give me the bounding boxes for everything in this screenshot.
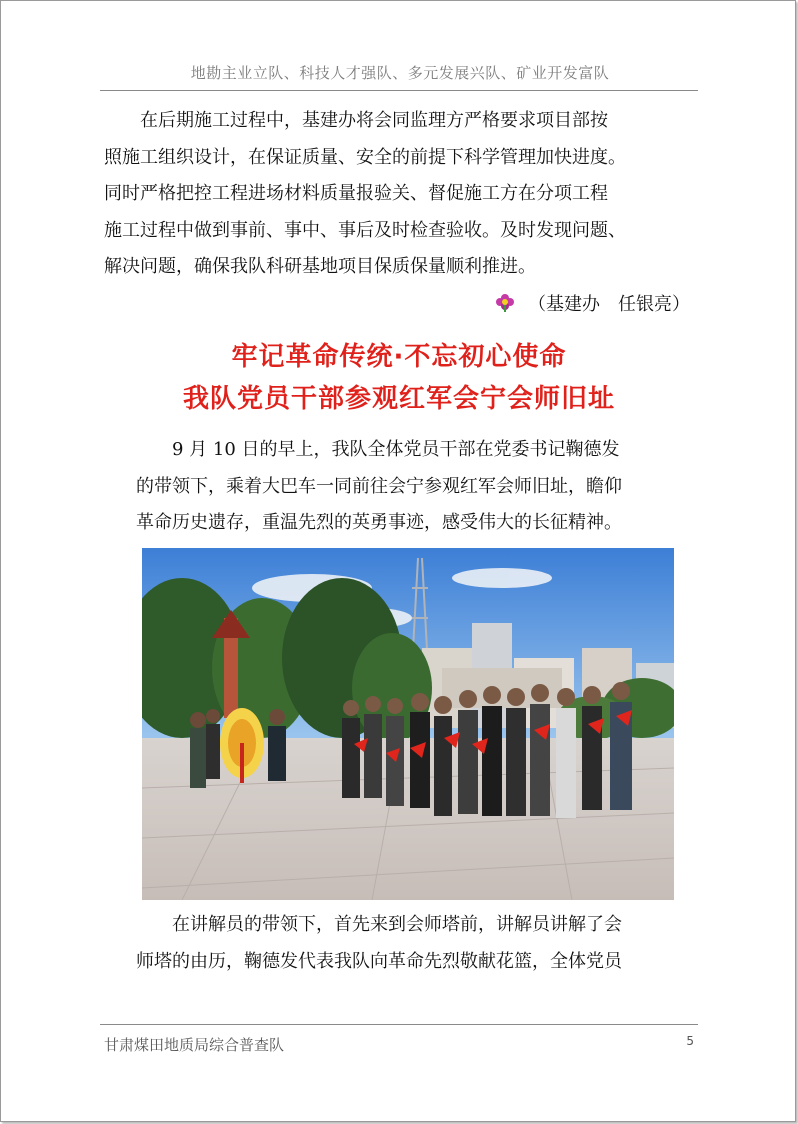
article1-signature: [496, 290, 690, 316]
signature-text: （基建办 任银亮）: [528, 294, 690, 315]
article1-line: 照施工组织设计，在保证质量、安全的前提下科学管理加快进度。: [104, 146, 626, 168]
footer-divider: [100, 1024, 698, 1025]
flower-icon: [496, 294, 514, 312]
group-photo-icon: [142, 548, 674, 900]
article2-line: 师塔的由历，鞠德发代表我队向革命先烈敬献花篮，全体党员: [136, 950, 622, 972]
article1-line: 在后期施工过程中，基建办将会同监理方严格要求项目部按: [104, 110, 608, 131]
article2-title-line1: 牢记革命传统·不忘初心使命: [231, 342, 567, 372]
article2-title-line2: 我队党员干部参观红军会宁会师旧址: [182, 384, 615, 414]
article2-line: 9 月 10 日的早上，我队全体党员干部在党委书记鞠德发: [136, 439, 620, 460]
footer-organization: 甘肃煤田地质局综合普查队: [104, 1036, 285, 1054]
page-number: 5: [686, 1034, 694, 1048]
article2-line: 革命历史遗存，重温先烈的英勇事迹，感受伟大的长征精神。: [136, 512, 622, 533]
article2-line: 的带领下，乘着大巴车一同前往会宁参观红军会师旧址，瞻仰: [136, 475, 622, 497]
article1-line: 解决问题，确保我队科研基地项目保质保量顺利推进。: [104, 256, 536, 277]
article2-line: 在讲解员的带领下，首先来到会师塔前，讲解员讲解了会: [136, 914, 622, 935]
article2-paragraph-1: [136, 432, 698, 542]
article2-paragraph-2: [136, 907, 698, 980]
article1-line: 同时严格把控工程进场材料质量报验关、督促施工方在分项工程: [104, 183, 608, 204]
header-divider: [100, 90, 698, 91]
header-slogan: 地勘主业立队、科技人才强队、多元发展兴队、矿业开发富队: [190, 64, 610, 82]
article1-paragraph: [104, 103, 698, 286]
article1-line: 施工过程中做到事前、事中、事后及时检查验收。及时发现问题、: [104, 219, 626, 241]
